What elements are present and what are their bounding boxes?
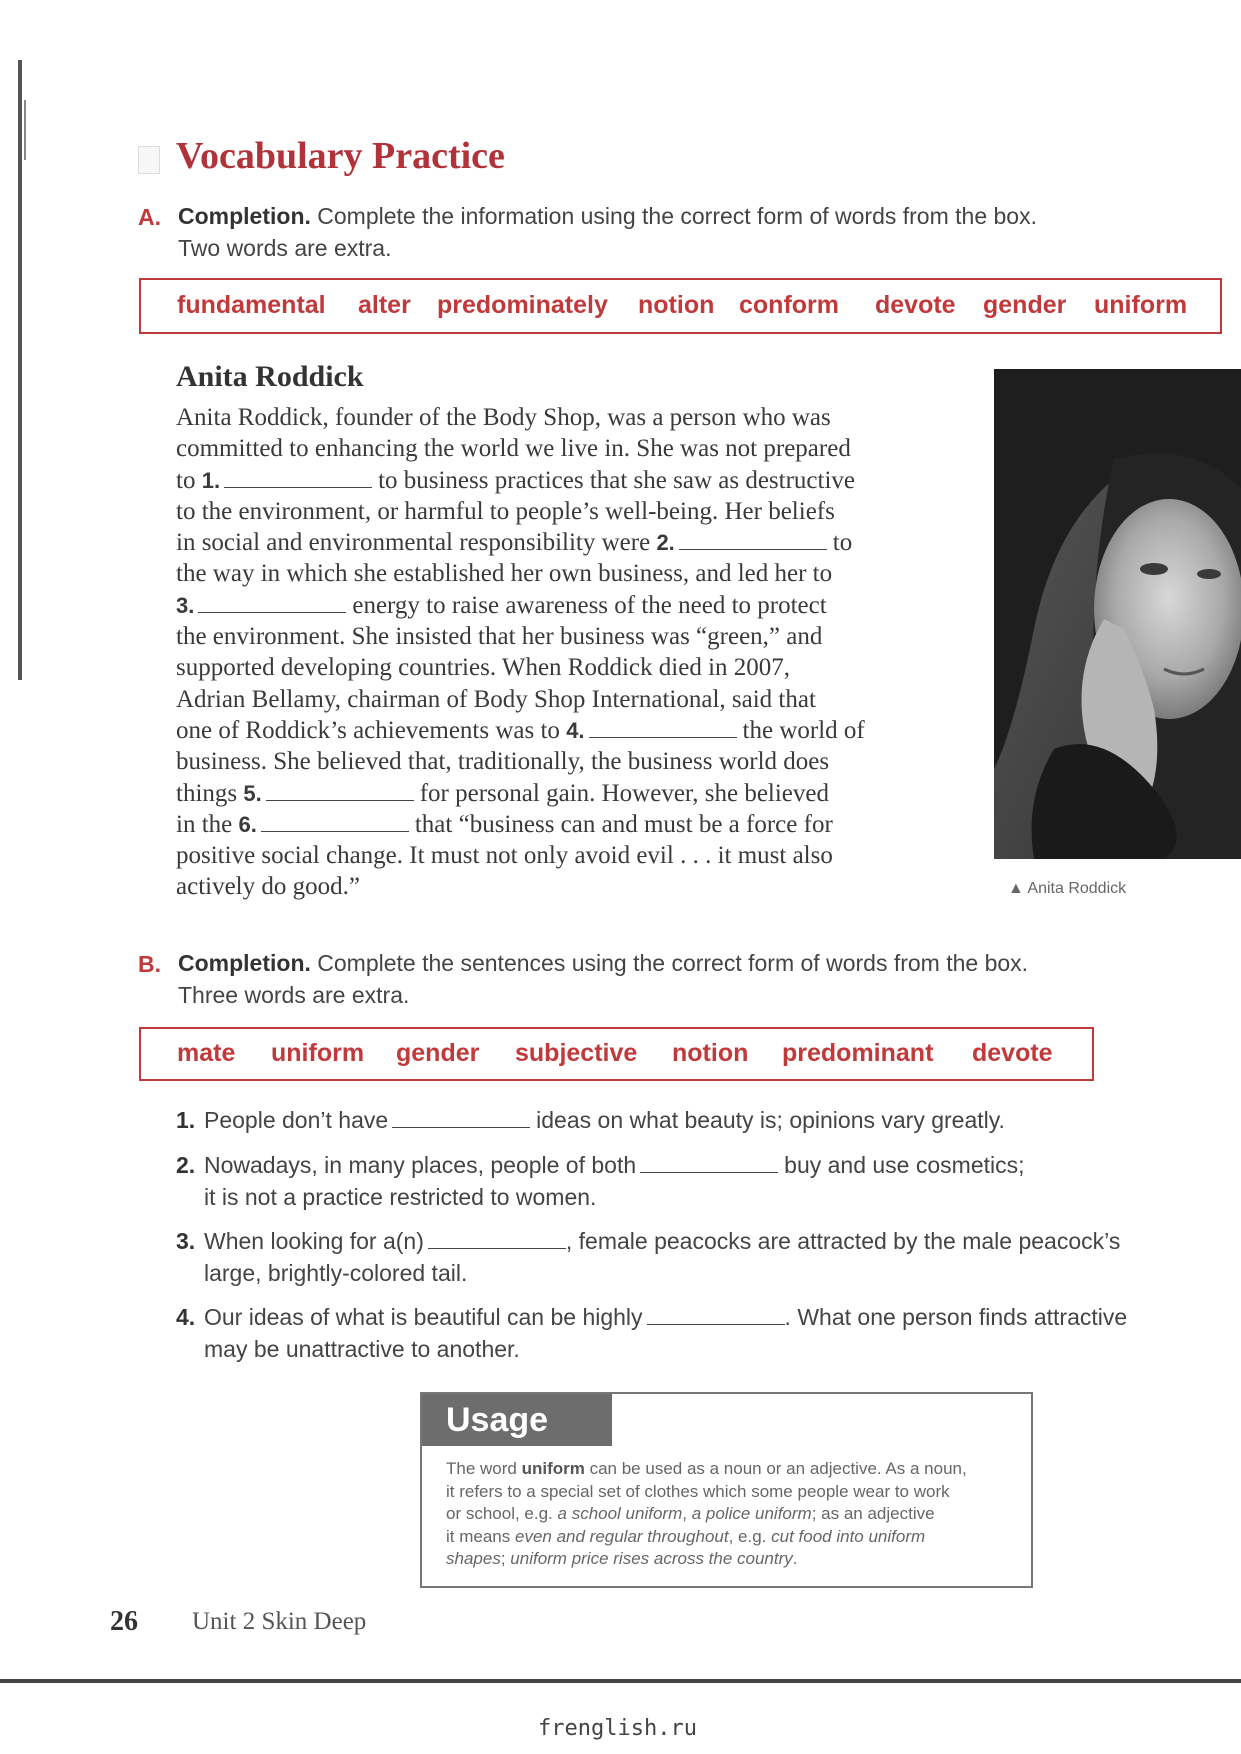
reading-line — [176, 402, 966, 433]
b-item-1-text-b: ideas on what beauty is; opinions vary greatly. — [536, 1107, 1005, 1133]
reading-line — [176, 621, 966, 652]
reading-line — [176, 465, 966, 496]
b-item-3-text-c: large, brightly-colored tail. — [204, 1260, 468, 1286]
blank-number: 5. — [243, 780, 262, 806]
b-item-3-text-b: , female peacocks are attracted by the male peacock’s — [565, 1228, 1121, 1254]
page-title: Vocabulary Practice — [176, 135, 505, 177]
reading-text: to — [176, 466, 202, 494]
reading-text: in social and environmental responsibility were — [176, 529, 657, 557]
reading-passage — [176, 402, 966, 903]
anita-roddick-photo — [994, 369, 1241, 859]
word-a-7: gender — [983, 291, 1067, 319]
b-item-1-text-a: People don’t have — [204, 1107, 389, 1133]
section-b-line-1 — [178, 947, 1028, 979]
word-b-5: notion — [672, 1039, 749, 1067]
reading-text: business. She believed that, traditionally, the business world does — [176, 748, 830, 776]
b-item-3-blank[interactable] — [428, 1230, 566, 1249]
usage-l5-d: . — [792, 1549, 798, 1569]
word-b-6: predominant — [782, 1039, 934, 1067]
b-item-2 — [176, 1149, 1025, 1213]
word-box-a — [139, 278, 1222, 334]
b-item-2-text-a: Nowadays, in many places, people of both — [204, 1152, 637, 1178]
reading-text: Adrian Bellamy, chairman of Body Shop International, said that — [176, 685, 816, 713]
word-a-6: devote — [875, 291, 956, 319]
reading-line — [176, 715, 966, 746]
section-b-instruction-1: Complete the sentences using the correct form of words from the box. — [317, 950, 1029, 976]
reading-text: positive social change. It must not only avoid evil . . . it must also — [176, 842, 833, 870]
unit-label: Unit 2 Skin Deep — [192, 1608, 367, 1635]
b-item-4-number: 4. — [176, 1304, 196, 1330]
word-a-8: uniform — [1094, 291, 1188, 319]
section-b-instructions — [138, 950, 1029, 1008]
answer-blank[interactable] — [261, 811, 409, 832]
reading-line — [176, 590, 966, 621]
reading-line — [176, 871, 966, 902]
usage-l1-a: The word — [446, 1459, 522, 1478]
page-edge-rule-secondary — [24, 100, 26, 160]
word-box-b — [139, 1027, 1094, 1081]
reading-line — [176, 433, 966, 464]
b-item-1-number: 1. — [176, 1107, 196, 1133]
blank-number: 6. — [238, 811, 257, 837]
word-b-7: devote — [972, 1039, 1053, 1067]
b-item-3-text-a: When looking for a(n) — [204, 1228, 424, 1254]
b-item-2-text-b: buy and use cosmetics; — [784, 1152, 1025, 1178]
usage-l4-c: , e.g. — [728, 1526, 772, 1546]
b-item-3 — [176, 1225, 1120, 1289]
blank-number: 2. — [656, 530, 675, 556]
reading-text: for personal gain. However, she believed — [419, 779, 829, 807]
reading-text: things — [176, 779, 244, 807]
reading-line — [176, 809, 966, 840]
reading-line — [176, 746, 966, 777]
usage-title: Usage — [422, 1394, 612, 1446]
answer-blank[interactable] — [198, 592, 346, 613]
reading-title: Anita Roddick — [176, 360, 364, 393]
reading-line — [176, 527, 966, 558]
usage-box — [420, 1392, 1033, 1588]
reading-text: energy to raise awareness of the need to protect — [352, 591, 827, 619]
answer-blank[interactable] — [589, 717, 737, 738]
reading-line — [176, 684, 966, 715]
reading-line — [176, 778, 966, 809]
usage-text — [446, 1458, 1026, 1571]
reading-text: the environment. She insisted that her business was “green,” and — [176, 623, 823, 651]
word-a-5: conform — [739, 291, 839, 319]
reading-text: Anita Roddick, founder of the Body Shop, was a person who was — [176, 404, 831, 431]
word-b-4: subjective — [515, 1039, 638, 1067]
reading-text: to the environment, or harmful to people’s well-being. Her beliefs — [176, 497, 835, 525]
section-b-label: Completion. — [178, 950, 311, 976]
b-item-2-text-c: it is not a practice restricted to women. — [204, 1184, 597, 1210]
photo-caption: ▲ Anita Roddick — [1008, 880, 1127, 897]
usage-l4-d: cut food into uniform — [771, 1526, 926, 1546]
reading-line — [176, 840, 966, 871]
usage-l4-a: it means — [446, 1526, 515, 1546]
reading-line — [176, 652, 966, 683]
word-a-1: fundamental — [177, 291, 326, 319]
b-item-3-number: 3. — [176, 1228, 196, 1254]
section-a-line-1 — [178, 200, 1037, 232]
b-item-4 — [176, 1301, 1127, 1365]
usage-l5-c: uniform price rises across the country — [510, 1549, 793, 1569]
page-edge-rule — [18, 60, 22, 680]
word-b-2: uniform — [271, 1039, 365, 1067]
usage-l5-a: shapes — [446, 1549, 501, 1569]
blank-number: 3. — [176, 592, 195, 618]
usage-l3-b: a school uniform — [557, 1504, 683, 1524]
answer-blank[interactable] — [224, 467, 372, 488]
answer-blank[interactable] — [679, 529, 827, 550]
reading-text: to — [832, 529, 853, 557]
b-item-2-blank[interactable] — [640, 1154, 778, 1173]
bottom-rule — [0, 1679, 1241, 1683]
b-item-1-blank[interactable] — [392, 1109, 530, 1128]
reading-text: to business practices that she saw as destructive — [378, 466, 856, 494]
reading-text: the world of — [742, 716, 865, 744]
b-item-4-text-a: Our ideas of what is beautiful can be highly — [204, 1304, 643, 1330]
reading-text: supported developing countries. When Roddick died in 2007, — [176, 654, 791, 682]
page-number: 26 — [110, 1606, 138, 1637]
usage-l3-c: , — [682, 1504, 692, 1524]
reading-line — [176, 496, 966, 527]
section-a-instruction-2: Two words are extra. — [178, 235, 392, 261]
watermark-text: frenglish.ru — [538, 1716, 697, 1741]
section-a-instructions — [138, 203, 1037, 261]
section-a-label: Completion. — [178, 203, 311, 229]
word-b-1: mate — [177, 1039, 236, 1067]
blank-number: 4. — [566, 717, 585, 743]
blank-number: 1. — [201, 467, 221, 493]
word-b-3: gender — [396, 1039, 480, 1067]
word-a-2: alter — [358, 291, 411, 319]
usage-l1-c: can be used as a noun or an adjective. As a noun, — [584, 1459, 967, 1478]
section-b-instruction-2: Three words are extra. — [178, 982, 410, 1008]
reading-text: the way in which she established her own business, and led her to — [176, 560, 833, 588]
reading-text: that “business can and must be a force for — [414, 810, 833, 838]
section-b-letter: B. — [138, 951, 161, 977]
section-a-letter: A. — [138, 204, 161, 230]
reading-text: one of Roddick’s achievements was to — [176, 716, 567, 744]
usage-l5-b: ; — [500, 1549, 511, 1569]
answer-blank[interactable] — [266, 780, 414, 801]
word-a-3: predominately — [437, 291, 608, 319]
reading-text: actively do good.” — [176, 873, 360, 901]
usage-l2: it refers to a special set of clothes which some people wear to work — [446, 1481, 950, 1501]
b-item-2-number: 2. — [176, 1152, 196, 1178]
usage-l3-d: a police uniform — [691, 1504, 812, 1524]
reading-text: committed to enhancing the world we live in. She was not prepared — [176, 435, 851, 463]
usage-l3-a: or school, e.g. — [446, 1504, 558, 1524]
heading-marker — [138, 146, 160, 174]
usage-l4-b: even and regular throughout — [514, 1526, 729, 1546]
usage-l3-e: ; as an adjective — [811, 1504, 935, 1524]
section-a-instruction-1: Complete the information using the correct form of words from the box. — [317, 203, 1037, 229]
b-item-1 — [176, 1104, 1005, 1136]
word-a-4: notion — [638, 291, 715, 319]
b-item-4-text-c: may be unattractive to another. — [204, 1336, 520, 1362]
b-item-4-blank[interactable] — [647, 1306, 785, 1325]
reading-text: in the — [176, 810, 239, 838]
b-item-4-text-b: . What one person finds attractive — [784, 1304, 1128, 1330]
usage-l1-term: uniform — [521, 1459, 585, 1478]
reading-line — [176, 558, 966, 589]
